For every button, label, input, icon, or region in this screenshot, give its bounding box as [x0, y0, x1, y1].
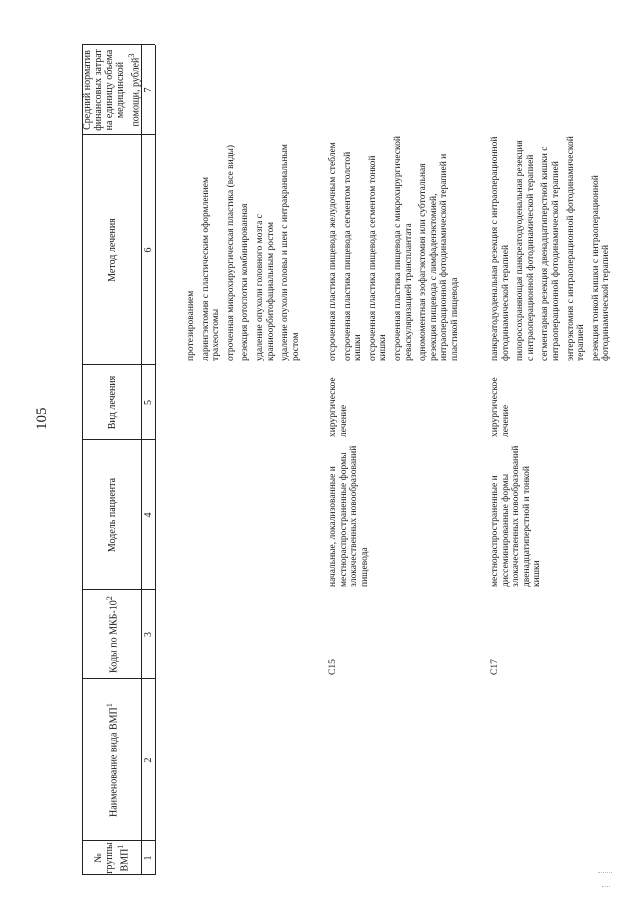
- column-number-5: 5: [143, 400, 154, 405]
- header-average-cost: Средний норматив финансовых затрат на единицу объема медицинской помощи, рублей$^3$: [82, 49, 142, 131]
- method-item: ларингэктомия с пластическим оформлением трахеостомы: [200, 176, 222, 361]
- method-item: отсроченная пластика пищевода желудочным стеблем: [328, 142, 338, 361]
- header-bottom-border: [141, 45, 142, 875]
- column-number-1: 1: [143, 855, 154, 861]
- column-number-3: 3: [143, 632, 154, 637]
- scan-artifact: [602, 886, 610, 887]
- method-item: отсроченная пластика пищевода с микрохирургической реваскуляризацией трансплантата: [392, 136, 414, 361]
- method-item: панкреатодуоденальная резекция с интраоперационной фотодинамической терапией: [490, 136, 511, 361]
- method-item: отсроченная пластика пищевода сегментом тонкой кишки: [367, 155, 389, 361]
- page-number: 105: [34, 407, 50, 430]
- method-item: резекция тонкой кишки с интраоперационной фотодинамической терапией: [590, 175, 612, 361]
- header-group-number: № группы ВМП$^1$: [93, 842, 131, 874]
- scan-artifact: [598, 872, 612, 873]
- method-item: одномоментная эзофагэктомия или субтотальная резекция пищевода с лимфаденэктомией, интраоперационной фотодинамической терапией и пластикой пищевода: [418, 153, 460, 361]
- header-treatment-type: Вид лечения: [106, 375, 118, 430]
- header-icd-codes: Коды по МКБ-$10^2$: [105, 596, 120, 673]
- method-item: энтерэктомия с интраоперационной фотодинамической терапией: [565, 136, 587, 361]
- table-row-1-methods: [328, 136, 465, 361]
- table-top-border: [82, 45, 83, 875]
- column-number-4: 4: [143, 512, 154, 518]
- table-row-1-treatment-type: хирургическое лечение: [328, 377, 349, 437]
- method-item: удаление опухоли головы и шеи с интракраниальным ростом: [280, 144, 301, 361]
- numbers-bottom-border: [155, 45, 156, 875]
- table-row-2-code: C17: [490, 659, 500, 675]
- method-item: удаление опухоли головного мозга с краниоорбитофациальным ростом: [254, 214, 276, 361]
- table-row-2-treatment-type: хирургическое лечение: [490, 377, 511, 437]
- table-row-1-code: C15: [328, 659, 338, 675]
- method-item: протезированием: [186, 290, 196, 361]
- table-rotated: [82, 0, 612, 875]
- column-number-2: 2: [143, 757, 154, 763]
- table-row-2-methods: [490, 136, 616, 361]
- method-item: пилоросохраняющая панкреатодуоденальная резекция с интраоперационной фотодинамической терапией: [515, 140, 536, 361]
- header-treatment-method: Метод лечения: [106, 218, 118, 282]
- header-patient-model: Модель пациента: [106, 477, 118, 553]
- column-number-6: 6: [143, 247, 154, 253]
- table-row-1-patient-model: начальные, локализованные и местнораспространенные формы злокачественных новообразований пищевода: [328, 445, 370, 587]
- table-row-2-patient-model: местнораспространенные и диссеминированные формы злокачественных новообразований двенадцатиперстной и тонкой кишки: [490, 445, 543, 587]
- table-row-0-methods: [186, 136, 305, 361]
- method-item: отроченная микрохирургическая пластика (все виды): [225, 144, 236, 361]
- column-number-7: 7: [143, 87, 154, 93]
- method-item: сегментарная резекция двенадцатиперстной кишки с интраоперационной фотодинамической терапией: [540, 146, 561, 361]
- method-item: отсроченная пластика пищевода сегментом толстой кишки: [342, 151, 364, 361]
- method-item: резекция ротоглотки комбинированная: [240, 203, 251, 361]
- header-vmp-name: Наименование вида ВМП$^1$: [105, 703, 120, 817]
